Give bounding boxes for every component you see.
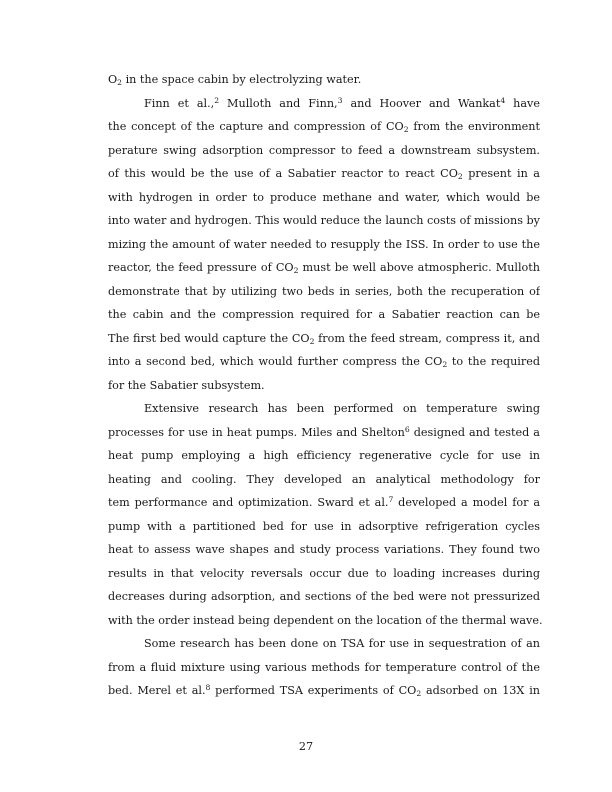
text-line: processes for use in heat pumps. Miles and Shelton$^6$ designed and tested a <box>108 424 540 439</box>
text-line: Extensive research has been performed on temperature swing <box>144 402 540 415</box>
text-line: with hydrogen in order to produce methane and water, which would be <box>108 190 540 204</box>
text-line: tem performance and optimization. Sward et al.$^7$ developed a model for a <box>108 494 540 509</box>
text-line: mizing the amount of water needed to resupply the ISS. In order to use the <box>108 237 540 251</box>
text-line: with the order instead being dependent on the location of the thermal wave. <box>108 613 543 627</box>
text-line: heat to assess wave shapes and study process variations. They found two <box>108 543 540 556</box>
text-line: into water and hydrogen. This would reduce the launch costs of missions by <box>108 214 540 227</box>
text-line: into a second bed, which would further compress the $CO_2$ to the required <box>108 355 540 369</box>
body-text <box>108 68 543 703</box>
text-line: demonstrate that by utilizing two beds in series, both the recuperation of <box>108 284 540 298</box>
text-line: Finn et al.,$^2$ Mulloth and Finn,$^3$ and Hoover and Wankat$^4$ have <box>144 95 540 110</box>
text-line: the cabin and the compression required for a Sabatier reaction can be <box>108 308 540 321</box>
text-line: decreases during adsorption, and sections of the bed were not pressurized <box>108 590 540 603</box>
page-number: 27 <box>298 740 314 753</box>
text-line: reactor, the feed pressure of $CO_2$ must be well above atmospheric. Mulloth <box>108 261 540 275</box>
text-line: the concept of the capture and compression of $CO_2$ from the environment <box>108 120 540 134</box>
text-line: results in that velocity reversals occur due to loading increases during <box>108 566 540 580</box>
text-line: heat pump employing a high efficiency regenerative cycle for use in <box>108 449 540 462</box>
text-line: $O_2$ in the space cabin by electrolyzing water. <box>108 73 362 87</box>
text-line: bed. Merel et al.$^8$ performed TSA experiments of $CO_2$ adsorbed on 13X in <box>108 682 540 698</box>
text-line: from a fluid mixture using various methods for temperature control of the <box>108 660 540 674</box>
text-line: for the Sabatier subsystem. <box>108 378 265 392</box>
text-line: pump with a partitioned bed for use in adsorptive refrigeration cycles <box>108 519 540 533</box>
text-line: heating and cooling. They developed an analytical methodology for <box>108 472 540 486</box>
text-line: perature swing adsorption compressor to feed a downstream subsystem. <box>108 143 540 157</box>
text-line: The first bed would capture the $CO_2$ from the feed stream, compress it, and <box>108 331 540 346</box>
text-line: of this would be the use of a Sabatier reactor to react $CO_2$ present in a <box>108 167 540 181</box>
text-line: Some research has been done on TSA for use in sequestration of an <box>144 637 540 650</box>
